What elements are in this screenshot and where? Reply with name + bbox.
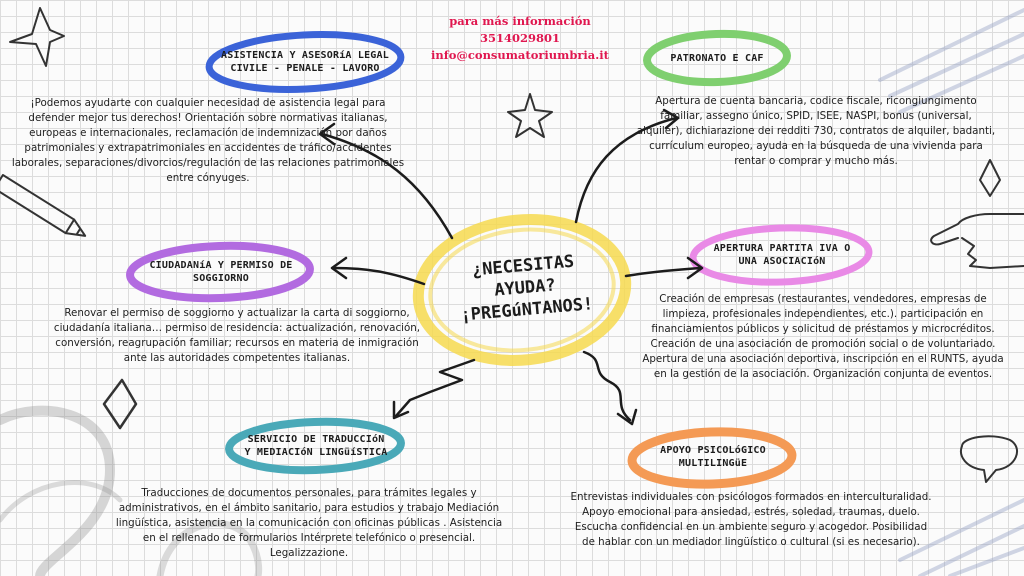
legal-title-line-1: ASISTENCIA Y ASESORíA LEGAL (221, 50, 389, 61)
central-line-1: ¿NECESITAS (471, 251, 575, 281)
sparkle-icon (10, 8, 64, 66)
contact-info (420, 13, 620, 64)
contact-phone[interactable]: 3514029801 (479, 31, 561, 45)
traduccion-title-line-1: SERVICIO DE TRADUCCIóN (247, 434, 385, 445)
contact-email[interactable]: info@consumatoriumbria.it (431, 48, 609, 62)
legal-title-line-2: CIVILE - PENALE - LAVORO (230, 63, 380, 74)
star-icon (508, 94, 552, 137)
arrow-to-partita-iva (626, 268, 700, 276)
central-question (436, 231, 614, 345)
ciudadania-title-line-1: CIUDADANíA Y PERMISO DE (149, 260, 293, 271)
legal-description: ¡Podemos ayudarte con cualquier necesidad de asistencia legal para defender mejor tus derechos! Orientación sobre normativas italianas, europeas e internacionales, reclamación de indemnización por daños patrimoniales y extrapatrimoniales en accidentes de tráfico/accidentes laborales, separaciones/divorcios/regulación de las relaciones patrimoniales entre cónyuges. (11, 97, 405, 184)
patronato-description: Apertura de cuenta bancaria, codice fiscale, ricongiungimento familiar, assegno único, SPID, ISEE, NASPI, bonus (universal, alquiler), dichiarazione dei redditi 730, contratos de alquiler, badanti, currículum europeo, ayuda en la búsqueda de una vivienda para rentar o comprar y mucho más. (636, 95, 996, 167)
partita-iva-title-line-1: APERTURA PARTITA IVA O (713, 243, 851, 254)
arrow-to-psicologico (584, 352, 630, 420)
ciudadania-description: Renovar el permiso de soggiorno y actualizar la carta di soggiorno, ciudadanía italiana… permiso de residencia: actualización, renovación, conversión, reagrupación familiar; recursos en materia de inmigración ante las autoridades competentes italianas. (53, 307, 421, 364)
arrow-to-ciudadania (334, 268, 424, 284)
central-line-3: ¡PREGúNTANOS! (459, 294, 595, 326)
legal-title (212, 42, 398, 82)
psicologico-description: Entrevistas individuales con psicólogos formados en interculturalidad. Apoyo emocional para ansiedad, estrés, soledad, traumas, duelo. Escucha confidencial en un ambiente seguro y acogedor. Posibilidad de hablar con un mediador lingüístico o cultural (si es necesario). (570, 491, 932, 548)
contact-heading: para más información (449, 14, 591, 28)
arrow-to-traduccion (396, 360, 474, 416)
diamond-sparkle-left-icon (104, 380, 136, 428)
central-line-2: AYUDA? (493, 275, 557, 301)
traduccion-title-line-2: Y MEDIACIóN LINGüíSTICA (244, 447, 388, 458)
psicologico-title-line-2: MULTILINGüE (678, 458, 748, 469)
traduccion-description: Traducciones de documentos personales, para trámites legales y administrativos, en el ámbito sanitario, para estudios y trabajo Mediación lingüística, asistencia en la comunicación con oficinas públicas . Asistencia en el rellenado de formularios Intérprete telefónico o presencial. Legalizzazione. (115, 487, 503, 559)
partita-iva-description: Creación de empresas (restaurantes, vendedores, empresas de limpieza, profesionales independientes, etc.). participación en financiamientos públicos y solicitud de préstamos y microcréditos. Creación de una asociación de promoción social o de voluntariado. Apertura de una asociación deportiva, inscripción en el RUNTS, ayuda en la gestión de la asociación. Organización conjunta de eventos. (642, 293, 1004, 380)
pointing-hand-icon (931, 214, 1024, 268)
speech-bubble-icon (961, 436, 1017, 482)
partita-iva-title-line-2: UNA ASOCIACIóN (738, 256, 826, 267)
partita-iva-title (700, 236, 864, 274)
ciudadania-title-line-2: SOGGIORNO (192, 273, 249, 284)
traduccion-title (236, 428, 396, 464)
psicologico-title (640, 438, 786, 476)
patronato-title-line-1: PATRONATO E CAF (670, 52, 764, 64)
scribble-curve-bottom-left (0, 411, 110, 576)
ciudadania-title (136, 254, 306, 290)
psicologico-title-line-1: APOYO PSICOLóGICO (660, 445, 766, 456)
patronato-title (652, 42, 782, 74)
